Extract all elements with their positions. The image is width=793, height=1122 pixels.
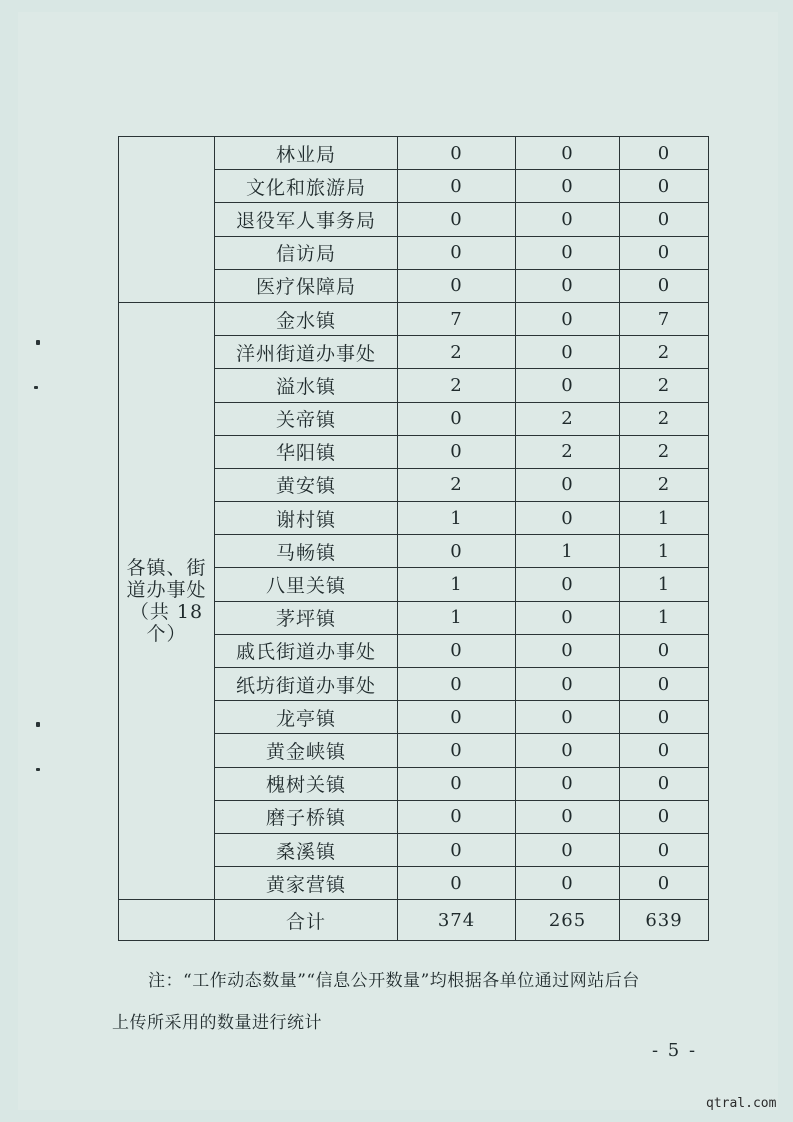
row-total-cell: 0 (620, 734, 709, 767)
unit-name-cell: 林业局 (215, 137, 398, 170)
unit-name-cell: 关帝镇 (215, 402, 398, 435)
info-disclosure-count-cell: 0 (516, 137, 620, 170)
row-total-cell: 0 (620, 203, 709, 236)
scan-speck (36, 722, 40, 727)
statistics-table (118, 136, 709, 941)
info-disclosure-count-cell: 0 (516, 468, 620, 501)
table-row (119, 137, 709, 170)
unit-name-cell: 溢水镇 (215, 369, 398, 402)
footnote-line-2: 上传所采用的数量进行统计 (112, 1013, 322, 1033)
total-row (119, 900, 709, 941)
info-disclosure-count-cell: 0 (516, 236, 620, 269)
info-disclosure-count-cell: 1 (516, 535, 620, 568)
info-disclosure-count-cell: 0 (516, 369, 620, 402)
work-dynamics-count-cell: 0 (398, 800, 516, 833)
row-total-cell: 0 (620, 137, 709, 170)
table-footnote (112, 960, 712, 1044)
info-disclosure-count-cell: 2 (516, 402, 620, 435)
work-dynamics-count-cell: 0 (398, 435, 516, 468)
work-dynamics-count-cell: 0 (398, 137, 516, 170)
info-disclosure-count-cell: 0 (516, 302, 620, 335)
work-dynamics-count-cell: 0 (398, 203, 516, 236)
unit-name-cell: 八里关镇 (215, 568, 398, 601)
info-disclosure-count-cell: 0 (516, 800, 620, 833)
row-total-cell: 0 (620, 767, 709, 800)
info-disclosure-count-cell: 0 (516, 502, 620, 535)
scan-speck (34, 386, 38, 389)
row-total-cell: 0 (620, 634, 709, 667)
work-dynamics-count-cell: 0 (398, 402, 516, 435)
info-disclosure-count-cell: 0 (516, 336, 620, 369)
unit-name-cell: 信访局 (215, 236, 398, 269)
info-disclosure-count-cell: 0 (516, 601, 620, 634)
work-dynamics-count-cell: 0 (398, 634, 516, 667)
row-total-cell: 1 (620, 502, 709, 535)
info-disclosure-count-cell: 0 (516, 867, 620, 900)
row-total-cell: 1 (620, 535, 709, 568)
row-total-cell: 2 (620, 435, 709, 468)
unit-name-cell: 文化和旅游局 (215, 170, 398, 203)
row-total-cell: 2 (620, 369, 709, 402)
work-dynamics-count-cell: 0 (398, 668, 516, 701)
work-dynamics-count-cell: 0 (398, 734, 516, 767)
row-total-cell: 0 (620, 236, 709, 269)
row-total-cell: 2 (620, 336, 709, 369)
work-dynamics-count-cell: 0 (398, 833, 516, 866)
work-dynamics-count-cell: 2 (398, 336, 516, 369)
work-dynamics-count-cell: 2 (398, 468, 516, 501)
dept-group-cell (119, 137, 215, 303)
work-dynamics-count-cell: 0 (398, 867, 516, 900)
info-disclosure-count-cell: 0 (516, 203, 620, 236)
work-dynamics-count-cell: 0 (398, 701, 516, 734)
row-total-cell: 1 (620, 601, 709, 634)
info-disclosure-count-cell: 0 (516, 701, 620, 734)
scan-speck (36, 340, 40, 345)
work-dynamics-count-cell: 1 (398, 568, 516, 601)
scan-speck (36, 768, 40, 771)
unit-name-cell: 退役军人事务局 (215, 203, 398, 236)
info-disclosure-count-cell: 0 (516, 668, 620, 701)
work-dynamics-count-cell: 1 (398, 502, 516, 535)
unit-name-cell: 马畅镇 (215, 535, 398, 568)
work-dynamics-count-cell: 0 (398, 767, 516, 800)
row-total-cell: 0 (620, 867, 709, 900)
row-total-cell: 2 (620, 468, 709, 501)
row-total-cell: 0 (620, 701, 709, 734)
info-disclosure-count-cell: 0 (516, 767, 620, 800)
unit-name-cell: 茅坪镇 (215, 601, 398, 634)
unit-name-cell: 戚氏街道办事处 (215, 634, 398, 667)
work-dynamics-count-cell: 1 (398, 601, 516, 634)
row-total-cell: 0 (620, 833, 709, 866)
row-total-cell: 0 (620, 170, 709, 203)
unit-name-cell: 黄安镇 (215, 468, 398, 501)
work-dynamics-count-cell: 0 (398, 535, 516, 568)
unit-name-cell: 桑溪镇 (215, 833, 398, 866)
unit-name-cell: 华阳镇 (215, 435, 398, 468)
total-label: 合计 (215, 900, 398, 941)
row-total-cell: 0 (620, 269, 709, 302)
work-dynamics-count-cell: 0 (398, 170, 516, 203)
info-disclosure-count-cell: 0 (516, 734, 620, 767)
grand-total: 639 (620, 900, 709, 941)
row-total-cell: 1 (620, 568, 709, 601)
info-disclosure-count-cell: 2 (516, 435, 620, 468)
total-info-disclosure: 265 (516, 900, 620, 941)
unit-name-cell: 龙亭镇 (215, 701, 398, 734)
total-work-dynamics: 374 (398, 900, 516, 941)
town-group-label: 各镇、街道办事处（共 18 个） (126, 557, 207, 646)
info-disclosure-count-cell: 0 (516, 568, 620, 601)
row-total-cell: 0 (620, 800, 709, 833)
table-row (119, 302, 709, 335)
unit-name-cell: 金水镇 (215, 302, 398, 335)
info-disclosure-count-cell: 0 (516, 833, 620, 866)
row-total-cell: 7 (620, 302, 709, 335)
work-dynamics-count-cell: 0 (398, 236, 516, 269)
unit-name-cell: 黄家营镇 (215, 867, 398, 900)
unit-name-cell: 纸坊街道办事处 (215, 668, 398, 701)
work-dynamics-count-cell: 7 (398, 302, 516, 335)
row-total-cell: 2 (620, 402, 709, 435)
town-group-cell (119, 302, 215, 899)
work-dynamics-count-cell: 0 (398, 269, 516, 302)
unit-name-cell: 谢村镇 (215, 502, 398, 535)
info-disclosure-count-cell: 0 (516, 170, 620, 203)
work-dynamics-count-cell: 2 (398, 369, 516, 402)
unit-name-cell: 洋州街道办事处 (215, 336, 398, 369)
row-total-cell: 0 (620, 668, 709, 701)
statistics-table-body (119, 137, 709, 941)
site-watermark: qtral.com (706, 1096, 777, 1111)
info-disclosure-count-cell: 0 (516, 634, 620, 667)
page-number: - 5 - (652, 1040, 698, 1061)
unit-name-cell: 黄金峡镇 (215, 734, 398, 767)
info-disclosure-count-cell: 0 (516, 269, 620, 302)
unit-name-cell: 磨子桥镇 (215, 800, 398, 833)
total-group-cell (119, 900, 215, 941)
unit-name-cell: 槐树关镇 (215, 767, 398, 800)
unit-name-cell: 医疗保障局 (215, 269, 398, 302)
footnote-line-1: 注：“工作动态数量”“信息公开数量”均根据各单位通过网站后台 (148, 971, 640, 991)
